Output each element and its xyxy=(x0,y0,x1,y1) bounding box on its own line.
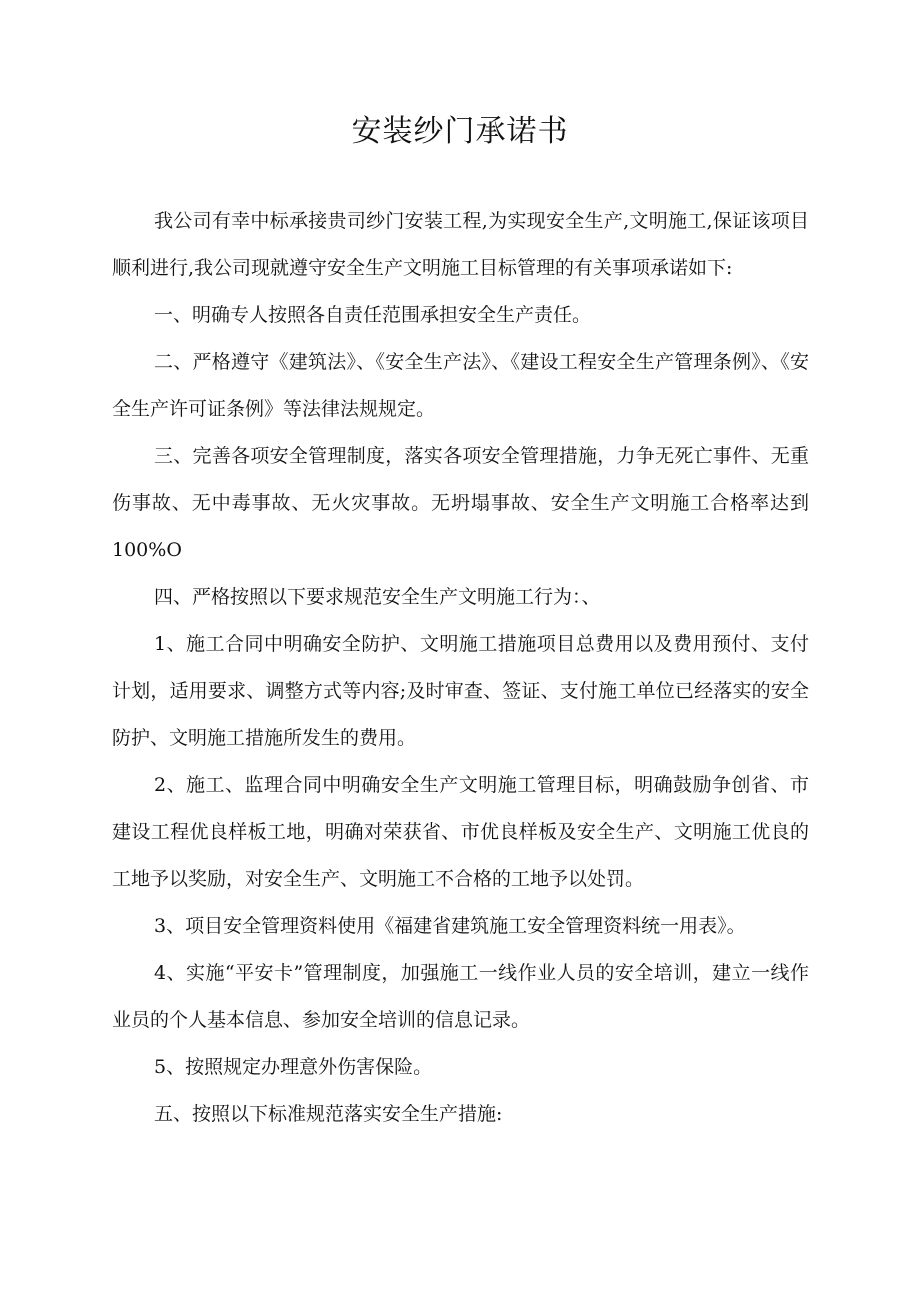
paragraph-item-4: 四、严格按照以下要求规范安全生产文明施工行为：、 xyxy=(154,586,601,608)
paragraph-item-3: 三、完善各项安全管理制度，落实各项安全管理措施，力争无死亡事件、无重伤事故、无中毒事故、无火灾事故。无坍塌事故、安全生产文明施工合格率达到100%O xyxy=(112,445,809,561)
paragraph-item-2: 二、严格遵守《建筑法》、《安全生产法》、《建设工程安全生产管理条例》、《安全生产许可证条例》等法律法规规定。 xyxy=(112,351,809,420)
document-body xyxy=(112,198,809,1138)
paragraph-subitem-1: 1、施工合同中明确安全防护、文明施工措施项目总费用以及费用预付、支付计划，适用要求、调整方式等内容;及时审查、签证、支付施工单位已经落实的安全防护、文明施工措施所发生的费用。 xyxy=(112,633,809,749)
paragraph-subitem-4: 4、实施“平安卡”管理制度，加强施工一线作业人员的安全培训，建立一线作业员的个人基本信息、参加安全培训的信息记录。 xyxy=(112,962,809,1031)
document-title: 安装纱门承诺书 xyxy=(351,114,569,149)
paragraph-intro: 我公司有幸中标承接贵司纱门安装工程,为实现安全生产,文明施工,保证该项目顺利进行,我公司现就遵守安全生产文明施工目标管理的有关事项承诺如下: xyxy=(112,210,809,279)
paragraph-item-5: 五、按照以下标准规范落实安全生产措施: xyxy=(154,1103,503,1125)
paragraph-subitem-2: 2、施工、监理合同中明确安全生产文明施工管理目标，明确鼓励争创省、市建设工程优良样板工地，明确对荣获省、市优良样板及安全生产、文明施工优良的工地予以奖励，对安全生产、文明施工不合格的工地予以处罚。 xyxy=(112,774,809,890)
paragraph-subitem-3: 3、项目安全管理资料使用《福建省建筑施工安全管理资料统一用表》。 xyxy=(154,915,746,937)
paragraph-item-1: 一、明确专人按照各自责任范围承担安全生产责任。 xyxy=(154,304,592,326)
paragraph-subitem-5: 5、按照规定办理意外伤害保险。 xyxy=(154,1056,433,1078)
